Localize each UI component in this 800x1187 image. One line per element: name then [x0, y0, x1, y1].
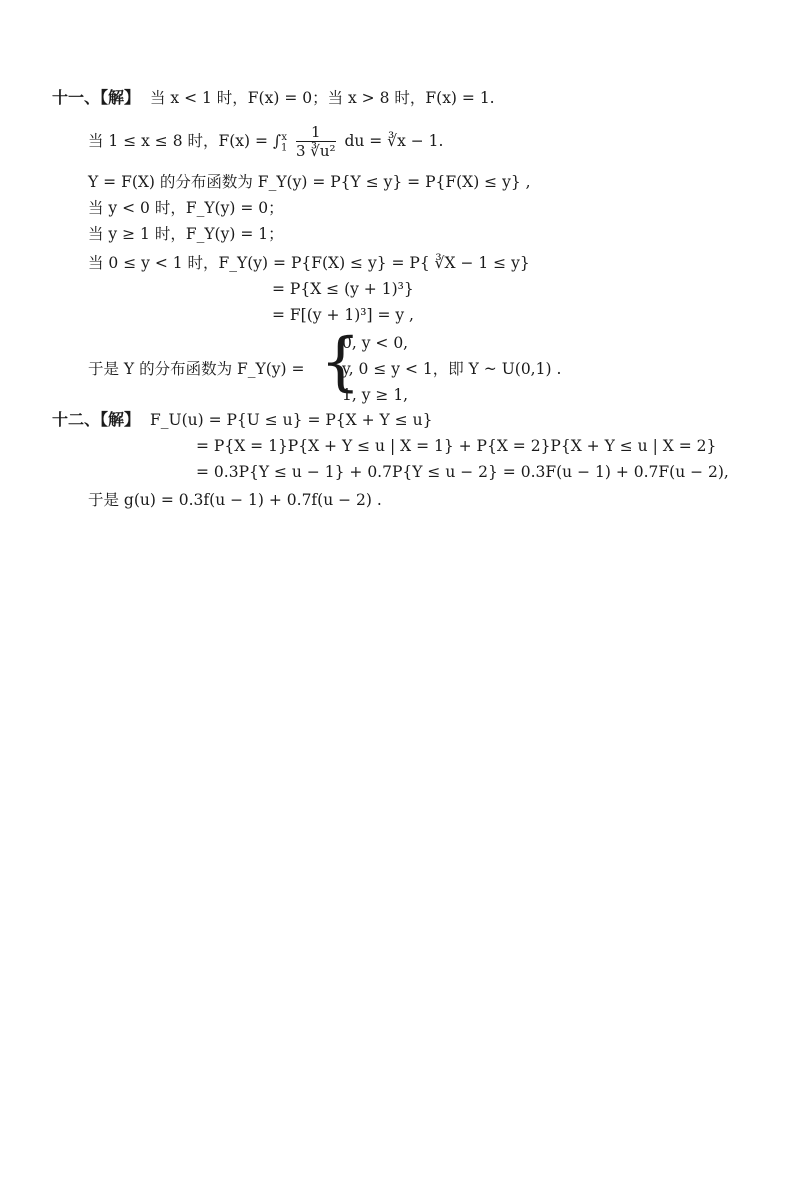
fraction-denominator: 3 ∛u² — [295, 142, 336, 161]
section-12-line-2: = P{X = 1}P{X + Y ≤ u | X = 1} + P{X = 2}P{X + Y ≤ u | X = 2} — [196, 437, 717, 455]
integral-result: du = ∛x − 1. — [344, 132, 444, 151]
integral-prefix: 当 1 ≤ x ≤ 8 时，F(x) = ∫ — [88, 132, 282, 151]
section-11-line-6: 当 0 ≤ y < 1 时，F_Y(y) = P{F(X) ≤ y} = P{ ∛X − 1 ≤ y} — [88, 254, 530, 272]
section-11-line-1: 当 x < 1 时，F(x) = 0；当 x > 8 时，F(x) = 1. — [150, 89, 495, 107]
piecewise-case-1: 0, y < 0, — [342, 334, 409, 352]
section-12-line-1: F_U(u) = P{U ≤ u} = P{X + Y ≤ u} — [150, 411, 433, 429]
section-11-label: 十一、【解】 — [52, 88, 141, 107]
section-11-line-9: 于是 Y 的分布函数为 F_Y(y) = — [88, 360, 305, 378]
section-11-line-3: Y = F(X) 的分布函数为 F_Y(y) = P{Y ≤ y} = P{F(X) ≤ y} , — [88, 173, 531, 191]
piecewise-brace: { — [320, 325, 361, 399]
fraction-numerator: 1 — [296, 124, 336, 142]
section-12-line-4: 于是 g(u) = 0.3f(u − 1) + 0.7f(u − 2) . — [88, 491, 382, 509]
integrand-fraction — [296, 124, 336, 160]
section-11-line-4: 当 y < 0 时，F_Y(y) = 0； — [88, 199, 284, 217]
section-12-line-3: = 0.3P{Y ≤ u − 1} + 0.7P{Y ≤ u − 2} = 0.3F(u − 1) + 0.7F(u − 2), — [196, 463, 729, 481]
section-11-line-7: = P{X ≤ (y + 1)³} — [272, 280, 414, 298]
section-11-integral-line: 当 1 ≤ x ≤ 8 时，$F(x) = \int_1^x$ $\frac{1}{\text{3 ∛u²}}$ du = ∛x − 1. — [88, 123, 444, 161]
piecewise-case-2: y, 0 ≤ y < 1，即 Y ~ U(0,1) . — [342, 360, 562, 378]
section-11-line-8: = F[(y + 1)³] = y , — [272, 306, 414, 324]
piecewise-case-3: 1, y ≥ 1, — [342, 386, 409, 404]
section-12-label: 十二、【解】 — [52, 410, 141, 429]
section-11-line-5: 当 y ≥ 1 时，F_Y(y) = 1； — [88, 225, 284, 243]
